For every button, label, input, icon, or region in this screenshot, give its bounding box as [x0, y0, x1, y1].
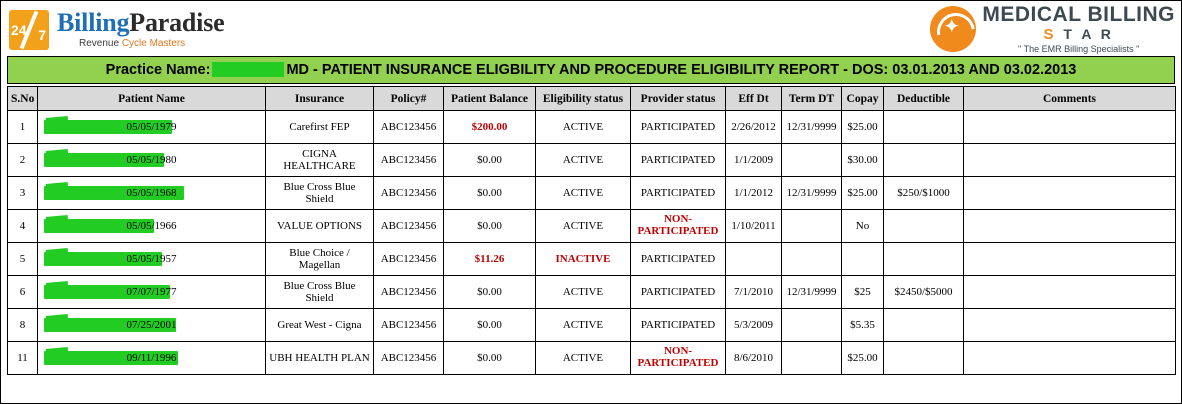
- badge-top-number: 24: [11, 21, 27, 38]
- cell-term-dt: 12/31/9999: [782, 111, 842, 144]
- badge-bottom-number: 7: [38, 26, 46, 43]
- cell-eligibility-status: ACTIVE: [536, 342, 631, 375]
- cell-copay: $25.00: [842, 111, 884, 144]
- cell-deductible: [884, 243, 964, 276]
- circle-swoosh-icon: [930, 6, 976, 52]
- 24-7-badge-icon: [7, 8, 51, 52]
- table-row: [8, 309, 1176, 342]
- cell-patient-balance: $11.26: [444, 243, 536, 276]
- patient-dob: 09/11/1996: [126, 352, 177, 364]
- patient-dob: 05/05/1968: [126, 187, 177, 199]
- patient-dob: 05/05/1980: [126, 154, 177, 166]
- cell-eff-dt: [726, 243, 782, 276]
- partner-star-word: T A R: [1063, 26, 1114, 43]
- cell-eff-dt: 8/6/2010: [726, 342, 782, 375]
- cell-term-dt: 12/31/9999: [782, 276, 842, 309]
- table-row: [8, 177, 1176, 210]
- cell-insurance: Carefirst FEP: [266, 111, 374, 144]
- cell-patient-balance: $0.00: [444, 210, 536, 243]
- cell-sno: 1: [8, 111, 38, 144]
- cell-deductible: $250/$1000: [884, 177, 964, 210]
- cell-patient-balance: $0.00: [444, 342, 536, 375]
- cell-eff-dt: 1/10/2011: [726, 210, 782, 243]
- column-header-sno: S.No: [8, 87, 38, 111]
- cell-provider-status: PARTICIPATED: [631, 276, 726, 309]
- cell-eff-dt: 1/1/2009: [726, 144, 782, 177]
- brand-tagline-second: Cycle Masters: [121, 38, 186, 49]
- cell-patient-name: [38, 210, 266, 243]
- redacted-practice-name: [212, 62, 284, 77]
- patient-dob: 07/25/2001: [126, 319, 177, 331]
- cell-patient-name: [38, 342, 266, 375]
- cell-comments: [964, 111, 1176, 144]
- column-header-provider-status: Provider status: [631, 87, 726, 111]
- cell-sno: 6: [8, 276, 38, 309]
- cell-patient-name: [38, 309, 266, 342]
- cell-policy: ABC123456: [374, 243, 444, 276]
- cell-provider-status: NON- PARTICIPATED: [631, 342, 726, 375]
- table-row: [8, 243, 1176, 276]
- cell-eligibility-status: ACTIVE: [536, 177, 631, 210]
- table-row: [8, 276, 1176, 309]
- column-header-policy: Policy#: [374, 87, 444, 111]
- partner-title: MEDICAL BILLING: [982, 3, 1175, 27]
- cell-patient-balance: $200.00: [444, 111, 536, 144]
- cell-patient-balance: $0.00: [444, 276, 536, 309]
- report-title-band: [7, 56, 1175, 84]
- cell-eligibility-status: ACTIVE: [536, 210, 631, 243]
- star-icon: ✦: [943, 16, 961, 39]
- cell-copay: $5.35: [842, 309, 884, 342]
- table-header-row: [8, 87, 1176, 111]
- cell-eligibility-status: ACTIVE: [536, 309, 631, 342]
- patient-dob: 05/05/1979: [126, 121, 177, 133]
- cell-eff-dt: 7/1/2010: [726, 276, 782, 309]
- cell-insurance: CIGNA HEALTHCARE: [266, 144, 374, 177]
- partner-star-row: [982, 27, 1175, 43]
- patient-dob: 05/05/1957: [126, 253, 177, 265]
- cell-copay: $25: [842, 276, 884, 309]
- brand-tagline: [79, 39, 224, 49]
- patient-dob: 05/05/1966: [126, 220, 177, 232]
- cell-insurance: UBH HEALTH PLAN: [266, 342, 374, 375]
- table-row: [8, 210, 1176, 243]
- document-header: [1, 1, 1181, 56]
- cell-comments: [964, 309, 1176, 342]
- cell-policy: ABC123456: [374, 210, 444, 243]
- billingparadise-logo: [7, 8, 224, 52]
- cell-policy: ABC123456: [374, 309, 444, 342]
- cell-term-dt: [782, 243, 842, 276]
- cell-deductible: [884, 309, 964, 342]
- eligibility-report-table: [7, 86, 1176, 375]
- cell-patient-balance: $0.00: [444, 144, 536, 177]
- practice-name-label: Practice Name:: [105, 62, 211, 78]
- column-header-insurance: Insurance: [266, 87, 374, 111]
- cell-sno: 3: [8, 177, 38, 210]
- cell-copay: $25.00: [842, 342, 884, 375]
- partner-star-left: S: [1043, 26, 1057, 44]
- cell-term-dt: 12/31/9999: [782, 177, 842, 210]
- cell-provider-status: PARTICIPATED: [631, 243, 726, 276]
- cell-sno: 8: [8, 309, 38, 342]
- brand-tagline-first: Revenue: [79, 38, 122, 49]
- cell-provider-status: PARTICIPATED: [631, 144, 726, 177]
- cell-deductible: [884, 342, 964, 375]
- column-header-comments: Comments: [964, 87, 1176, 111]
- cell-sno: 2: [8, 144, 38, 177]
- cell-provider-status: PARTICIPATED: [631, 177, 726, 210]
- cell-patient-name: [38, 111, 266, 144]
- cell-comments: [964, 276, 1176, 309]
- cell-eligibility-status: ACTIVE: [536, 144, 631, 177]
- column-header-patient-name: Patient Name: [38, 87, 266, 111]
- cell-comments: [964, 342, 1176, 375]
- cell-policy: ABC123456: [374, 111, 444, 144]
- column-header-eligibility-status: Eligibility status: [536, 87, 631, 111]
- cell-sno: 4: [8, 210, 38, 243]
- cell-term-dt: [782, 144, 842, 177]
- cell-policy: ABC123456: [374, 177, 444, 210]
- table-row: [8, 144, 1176, 177]
- column-header-patient-balance: Patient Balance: [444, 87, 536, 111]
- cell-patient-balance: $0.00: [444, 177, 536, 210]
- cell-insurance: VALUE OPTIONS: [266, 210, 374, 243]
- brand-name: [57, 10, 224, 36]
- report-title: [106, 62, 1077, 78]
- cell-term-dt: [782, 342, 842, 375]
- column-header-term-dt: Term DT: [782, 87, 842, 111]
- cell-eligibility-status: INACTIVE: [536, 243, 631, 276]
- column-header-eff-dt: Eff Dt: [726, 87, 782, 111]
- cell-deductible: [884, 144, 964, 177]
- cell-provider-status: NON- PARTICIPATED: [631, 210, 726, 243]
- cell-comments: [964, 144, 1176, 177]
- cell-insurance: Blue Choice / Magellan: [266, 243, 374, 276]
- cell-comments: [964, 210, 1176, 243]
- cell-patient-name: [38, 243, 266, 276]
- cell-insurance: Blue Cross Blue Shield: [266, 177, 374, 210]
- medical-billing-star-logo: [930, 4, 1175, 54]
- brand-name-second: Paradise: [129, 8, 225, 37]
- cell-policy: ABC123456: [374, 276, 444, 309]
- cell-copay: $30.00: [842, 144, 884, 177]
- cell-policy: ABC123456: [374, 342, 444, 375]
- cell-insurance: Blue Cross Blue Shield: [266, 276, 374, 309]
- cell-copay: $25.00: [842, 177, 884, 210]
- table-row: [8, 342, 1176, 375]
- cell-deductible: [884, 111, 964, 144]
- cell-eligibility-status: ACTIVE: [536, 111, 631, 144]
- cell-provider-status: PARTICIPATED: [631, 309, 726, 342]
- cell-eff-dt: 1/1/2012: [726, 177, 782, 210]
- cell-deductible: [884, 210, 964, 243]
- cell-patient-name: [38, 144, 266, 177]
- cell-eff-dt: 5/3/2009: [726, 309, 782, 342]
- brand-name-first: Billing: [57, 8, 130, 37]
- cell-deductible: $2450/$5000: [884, 276, 964, 309]
- cell-patient-balance: $0.00: [444, 309, 536, 342]
- cell-copay: [842, 243, 884, 276]
- table-body: [8, 111, 1176, 375]
- cell-patient-name: [38, 276, 266, 309]
- cell-eligibility-status: ACTIVE: [536, 276, 631, 309]
- partner-subtitle: " The EMR Billing Specialists ": [1018, 44, 1140, 55]
- cell-patient-name: [38, 177, 266, 210]
- cell-sno: 11: [8, 342, 38, 375]
- cell-sno: 5: [8, 243, 38, 276]
- cell-insurance: Great West - Cigna: [266, 309, 374, 342]
- patient-dob: 07/07/1977: [126, 286, 177, 298]
- cell-comments: [964, 243, 1176, 276]
- report-title-text: MD - PATIENT INSURANCE ELIGBILITY AND PROCEDURE ELIGIBILITY REPORT - DOS: 03.01.2013 AND 03.02.2013: [286, 62, 1077, 78]
- cell-policy: ABC123456: [374, 144, 444, 177]
- cell-provider-status: PARTICIPATED: [631, 111, 726, 144]
- cell-term-dt: [782, 309, 842, 342]
- table-row: [8, 111, 1176, 144]
- column-header-copay: Copay: [842, 87, 884, 111]
- column-header-deductible: Deductible: [884, 87, 964, 111]
- cell-copay: No: [842, 210, 884, 243]
- cell-term-dt: [782, 210, 842, 243]
- cell-eff-dt: 2/26/2012: [726, 111, 782, 144]
- cell-comments: [964, 177, 1176, 210]
